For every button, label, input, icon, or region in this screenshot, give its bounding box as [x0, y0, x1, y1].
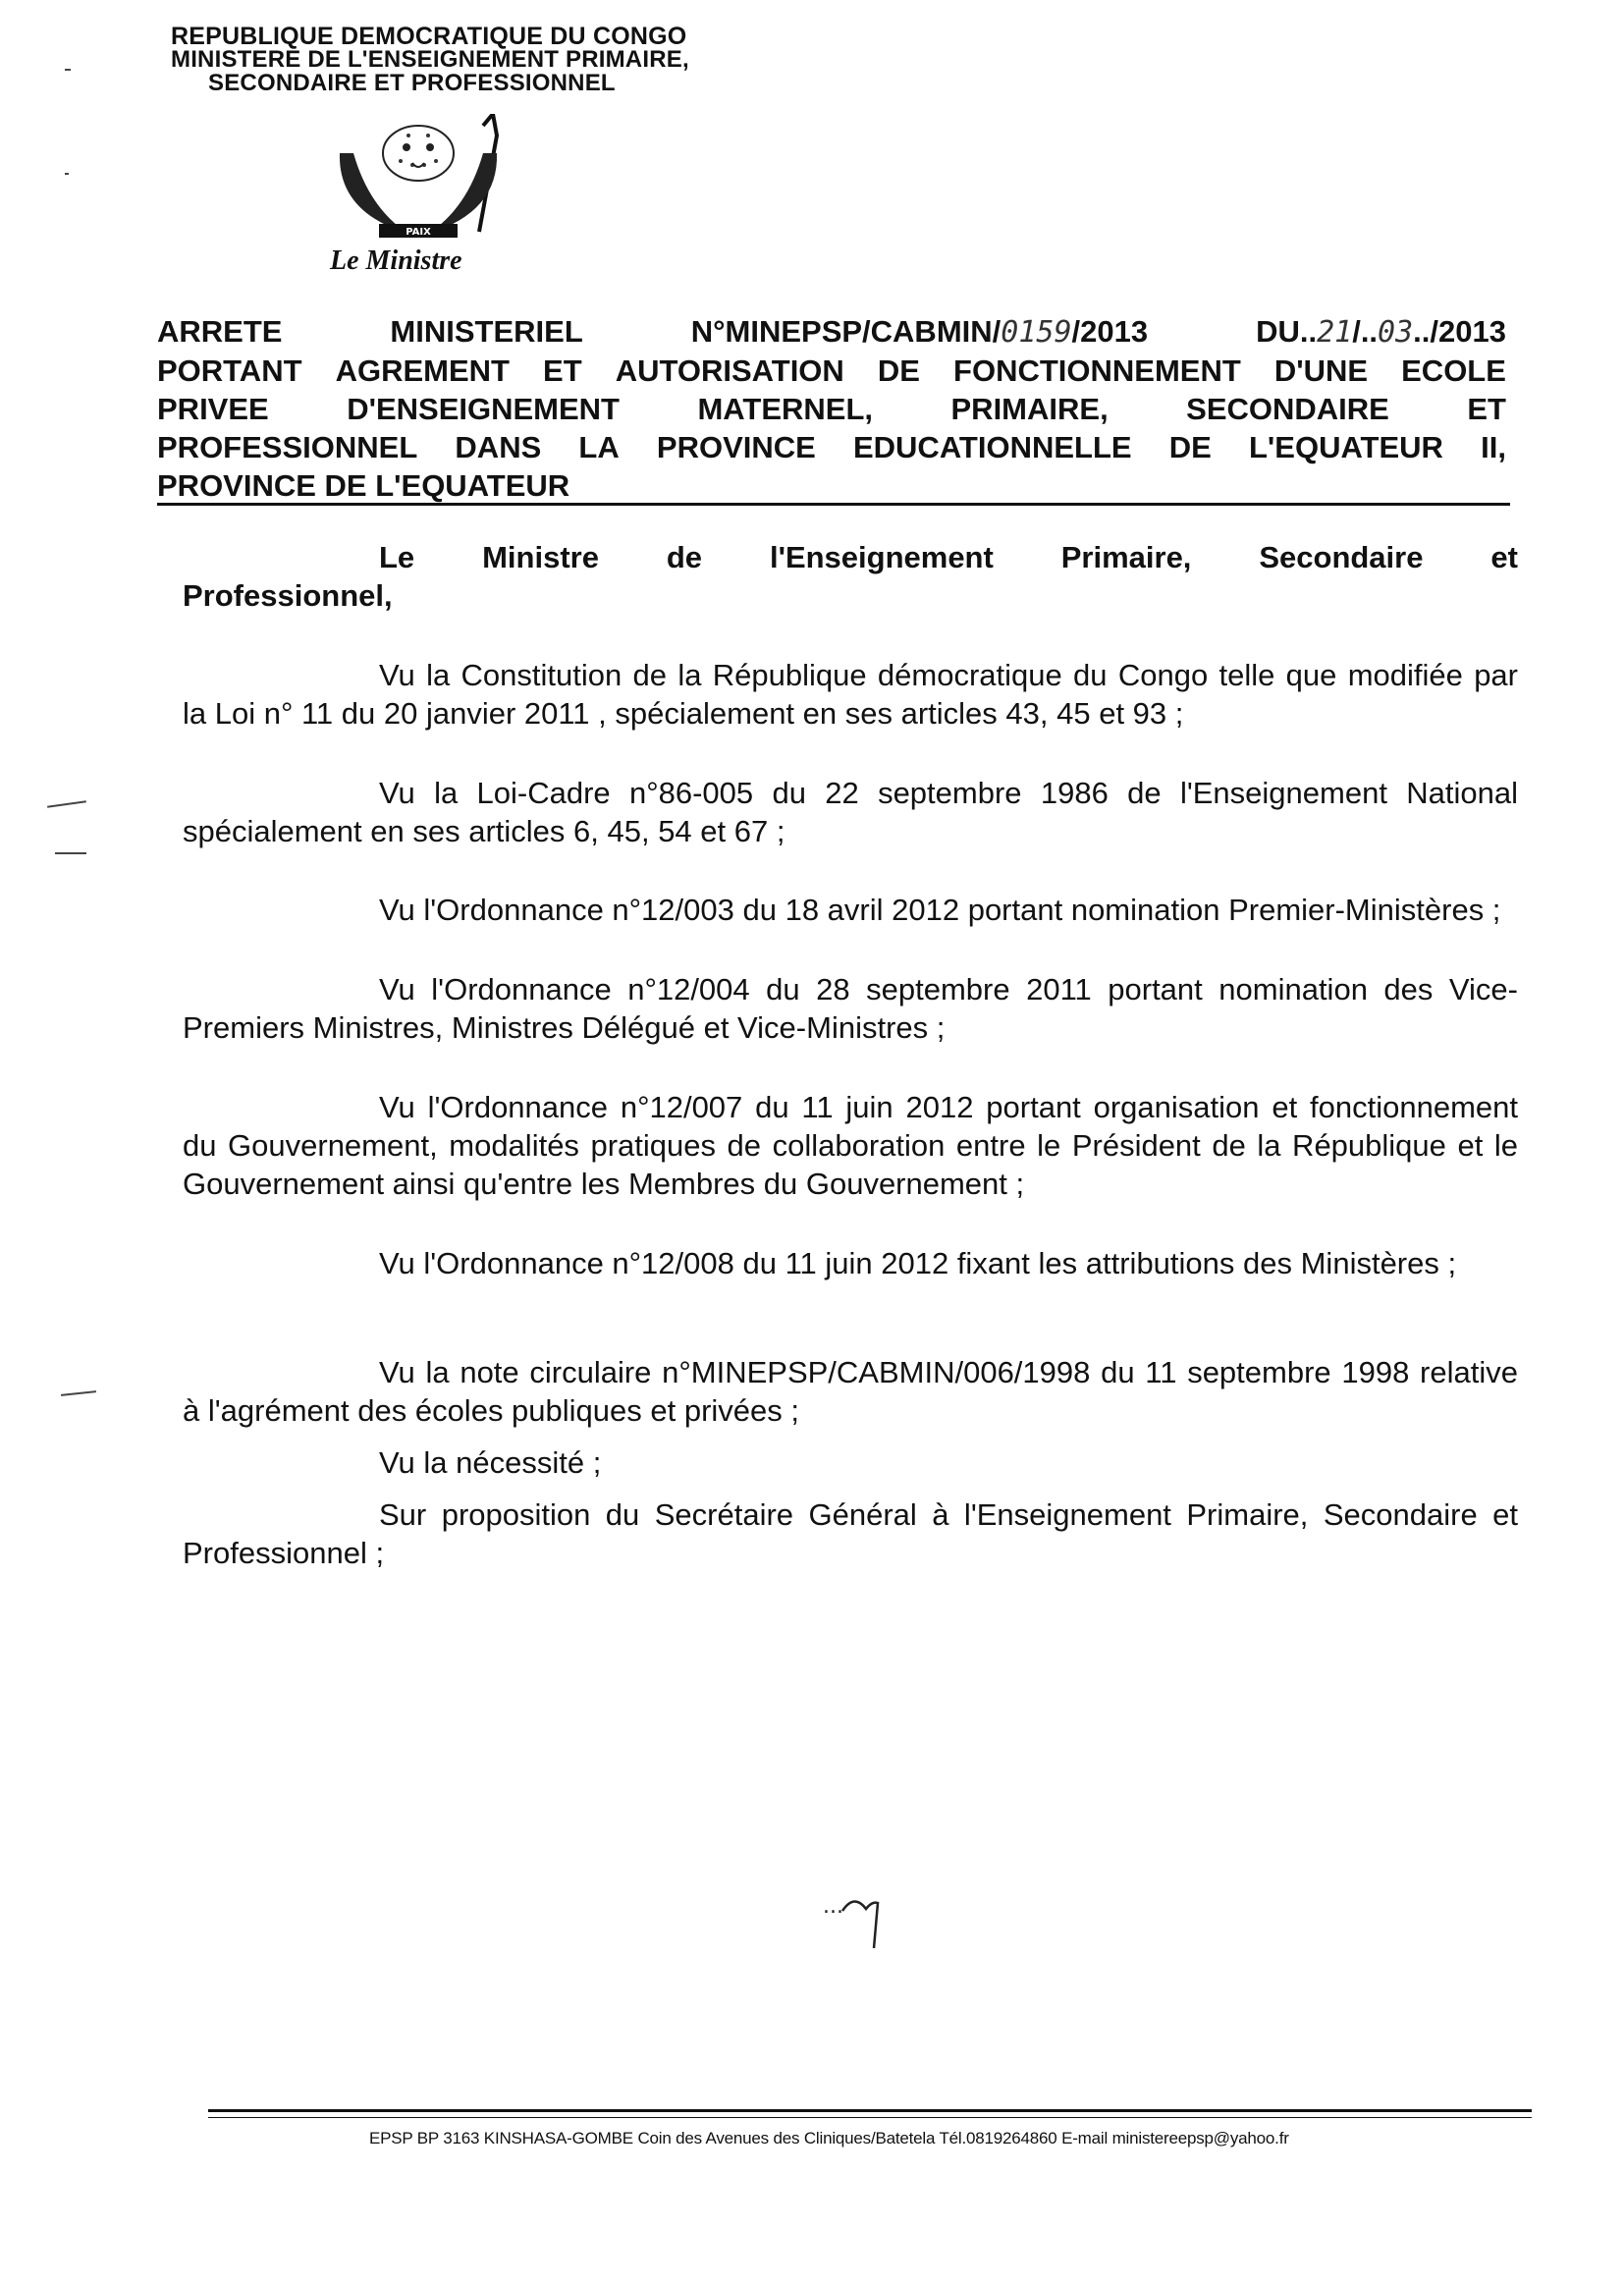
title-row-5: PROVINCE DE L'EQUATEUR: [157, 468, 570, 503]
minister-signature-title: Le Ministre: [330, 245, 462, 276]
recital-ordonnance-12-008: Vu l'Ordonnance n°12/008 du 11 juin 2012 fixant les attributions des Ministères ;: [379, 1246, 1457, 1280]
decree-reference: N°MINEPSP/CABMIN/: [690, 314, 1001, 349]
recital-note-circulaire: Vu la note circulaire n°MINEPSP/CABMIN/006/1998 du 11 septembre 1998 relative à l'agrément des écoles publiques et privées ;: [183, 1355, 1518, 1428]
scan-mark: [47, 800, 86, 808]
recital-ordonnance-12-003: Vu l'Ordonnance n°12/003 du 18 avril 2012 portant nomination Premier-Ministères ;: [379, 893, 1501, 927]
scan-mark: [61, 1390, 96, 1396]
tusk-icon: [340, 153, 408, 234]
title-row-1: ARRETE MINISTERIEL N°MINEPSP/CABMIN/0159/2013 DU..21/..03../2013: [157, 314, 1506, 350]
recital-ordonnance-12-004: Vu l'Ordonnance n°12/004 du 28 septembre 2011 portant nomination des Vice-Premiers Ministres, Ministres Délégué et Vice-Ministres ;: [183, 972, 1518, 1045]
issuing-authority: Le Ministre de l'Enseignement Primaire, Secondaire et Professionnel,: [183, 540, 1518, 613]
scan-mark: [65, 173, 69, 175]
decree-number-handwritten: 0159: [1001, 315, 1072, 350]
letterhead: [171, 25, 760, 95]
leopard-head-icon: [383, 126, 454, 181]
coat-of-arms-emblem: [310, 114, 526, 251]
recital-proposal: Sur proposition du Secrétaire Général à l'Enseignement Primaire, Secondaire et Professionnel ;: [183, 1497, 1518, 1570]
ministry-name-line1: MINISTERE DE L'ENSEIGNEMENT PRIMAIRE,: [171, 46, 689, 73]
title-row-3: PRIVEE D'ENSEIGNEMENT MATERNEL, PRIMAIRE, SECONDAIRE ET: [157, 392, 1506, 426]
svg-text:...: ...: [823, 1894, 843, 1919]
recital-loi-cadre: Vu la Loi-Cadre n°86-005 du 22 septembre 1986 de l'Enseignement National spécialement en ses articles 6, 45, 54 et 67 ;: [183, 776, 1518, 848]
ministry-name-line2: SECONDAIRE ET PROFESSIONNEL: [208, 70, 616, 96]
continuation-mark: [823, 1883, 901, 1952]
recital-constitution: Vu la Constitution de la République démocratique du Congo telle que modifiée par la Loi n° 11 du 20 janvier 2011 , spécialement en ses articles 43, 45 et 93 ;: [183, 658, 1518, 731]
decree-body: [183, 538, 1518, 1572]
decree-day-handwritten: 21: [1317, 315, 1353, 350]
footer-rule-thick: [208, 2109, 1532, 2112]
country-name: REPUBLIQUE DEMOCRATIQUE DU CONGO: [171, 23, 687, 50]
title-row-4: PROFESSIONNEL DANS LA PROVINCE EDUCATIONNELLE DE L'EQUATEUR II,: [157, 430, 1506, 464]
recital-necessity: Vu la nécessité ;: [379, 1445, 602, 1480]
scan-mark: [55, 852, 86, 854]
footer-rule-thin: [208, 2117, 1532, 2118]
title-row-2: PORTANT AGREMENT ET AUTORISATION DE FONCTIONNEMENT D'UNE ECOLE: [157, 353, 1506, 388]
footer-contact: EPSP BP 3163 KINSHASA-GOMBE Coin des Avenues des Cliniques/Batetela Tél.0819264860 E-mail ministereepsp@yahoo.fr: [369, 2129, 1289, 2147]
decree-month-handwritten: 03: [1378, 315, 1414, 350]
title-underline: [157, 503, 1510, 506]
decree-title: [157, 312, 1506, 505]
svg-text:PAIX: PAIX: [406, 227, 431, 238]
scan-mark: [65, 69, 71, 71]
recital-ordonnance-12-007: Vu l'Ordonnance n°12/007 du 11 juin 2012 portant organisation et fonctionnement du Gouvernement, modalités pratiques de collaboration entre le Président de la République et le Gouvernement ainsi qu'entre les Membres du Gouvernement ;: [183, 1090, 1518, 1201]
